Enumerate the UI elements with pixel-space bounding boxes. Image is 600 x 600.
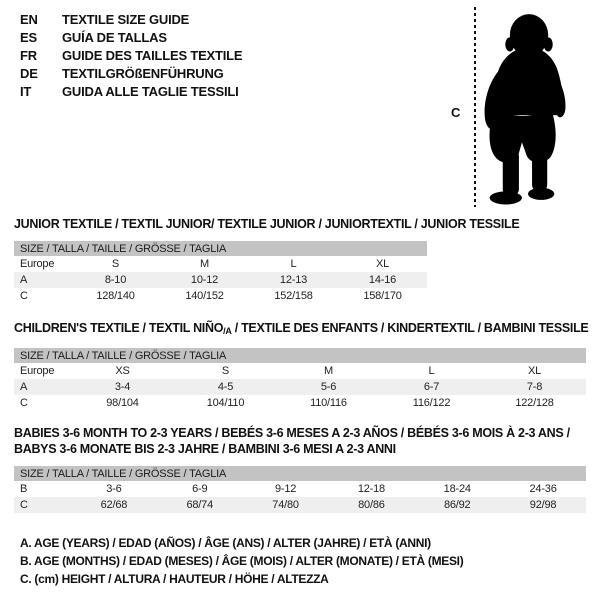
table-cell: 98/104 xyxy=(106,397,139,409)
babies-size-table xyxy=(14,466,586,513)
table-row-age xyxy=(14,272,427,288)
language-row-es xyxy=(20,29,242,47)
language-title-list xyxy=(20,11,242,101)
baby-silhouette-image xyxy=(481,5,573,207)
table-cell: M xyxy=(324,365,333,377)
language-row-it xyxy=(20,83,242,101)
row-label: Europe xyxy=(20,258,55,270)
table-cell: 110/116 xyxy=(310,397,347,409)
junior-section-title: JUNIOR TEXTILE / TEXTIL JUNIOR/ TEXTILE JUNIOR / JUNIORTEXTIL / JUNIOR TESSILE xyxy=(14,217,520,231)
table-row-age xyxy=(14,379,586,395)
legend-line-a: A. AGE (YEARS) / EDAD (AÑOS) / ÂGE (ANS) / ALTER (JAHRE) / ETÀ (ANNI) xyxy=(20,536,431,550)
language-row-en xyxy=(20,11,242,29)
language-label: TEXTILE SIZE GUIDE xyxy=(62,12,190,27)
table-cell: 62/68 xyxy=(71,497,157,513)
row-label: Europe xyxy=(20,365,55,377)
table-cell: 104/110 xyxy=(206,397,245,409)
size-header-bar: SIZE / TALLA / TAILLE / GRÖSSE / TAGLIA xyxy=(14,466,586,481)
table-cell: 128/140 xyxy=(96,290,135,302)
babies-title-line1: BABIES 3-6 MONTH TO 2-3 YEARS / BEBÉS 3-6 MESES A 2-3 AÑOS / BÉBÉS 3-6 MOIS À 2-3 ANS / xyxy=(14,426,570,440)
table-cell: 5-6 xyxy=(277,379,380,395)
language-label: GUÍA DE TALLAS xyxy=(62,30,167,45)
table-cell: 12-13 xyxy=(249,272,338,288)
table-cell: M xyxy=(200,258,209,270)
children-title-post: / TEXTILE DES ENFANTS / KINDERTEXTIL / BAMBINI TESSILE xyxy=(231,321,589,335)
table-row-europe xyxy=(14,363,586,379)
table-cell: 24-36 xyxy=(529,483,557,495)
row-label: C xyxy=(20,397,28,409)
junior-size-table xyxy=(14,241,427,304)
size-header-bar: SIZE / TALLA / TAILLE / GRÖSSE / TAGLIA xyxy=(14,348,586,363)
legend-line-b: B. AGE (MONTHS) / EDAD (MESES) / ÂGE (MOIS) / ALTER (MONATE) / ETÀ (MESI) xyxy=(20,554,464,568)
row-label: A xyxy=(14,272,71,288)
table-cell: XS xyxy=(115,365,130,377)
table-cell: 8-10 xyxy=(71,272,160,288)
language-row-de xyxy=(20,65,242,83)
table-cell: 158/170 xyxy=(363,290,402,302)
babies-title-line2: BABYS 3-6 MONATE BIS 2-3 JAHRE / BAMBINI 3-6 MESI A 2-3 ANNI xyxy=(14,442,396,456)
table-cell: 86/92 xyxy=(414,497,500,513)
language-code: FR xyxy=(20,48,37,63)
language-label: GUIDE DES TAILLES TEXTILE xyxy=(62,48,243,63)
language-label: GUIDA ALLE TAGLIE TESSILI xyxy=(62,84,239,99)
table-cell: 9-12 xyxy=(274,483,297,495)
table-cell: 18-24 xyxy=(443,483,471,495)
language-code: ES xyxy=(20,30,37,45)
table-cell: 80/86 xyxy=(328,497,414,513)
table-row-height xyxy=(14,497,586,513)
babies-section-title xyxy=(14,425,570,457)
row-label: C xyxy=(14,497,71,513)
table-row-height xyxy=(14,288,427,304)
row-label: B xyxy=(20,483,28,495)
table-cell: L xyxy=(428,365,435,377)
legend-line-c: C. (cm) HEIGHT / ALTURA / HAUTEUR / HÖHE / ALTEZZA xyxy=(20,572,329,586)
table-cell: 6-7 xyxy=(380,379,483,395)
children-title-pre: CHILDREN'S TEXTILE / TEXTIL NIÑO xyxy=(14,321,224,335)
table-cell: 122/128 xyxy=(515,397,554,409)
children-title-subscript: /A xyxy=(223,326,232,336)
table-cell: 12-18 xyxy=(357,483,385,495)
table-cell: XL xyxy=(375,258,390,270)
height-measure-dashed-line xyxy=(474,7,476,207)
table-cell: 74/80 xyxy=(243,497,329,513)
table-cell: 4-5 xyxy=(174,379,277,395)
language-row-fr xyxy=(20,47,242,65)
language-code: EN xyxy=(20,12,38,27)
size-header-row xyxy=(14,348,586,363)
row-label: C xyxy=(20,290,28,302)
children-section-title xyxy=(14,320,588,339)
table-cell: 3-6 xyxy=(106,483,122,495)
table-row-months xyxy=(14,481,586,497)
table-cell: 92/98 xyxy=(500,497,586,513)
table-cell: 6-9 xyxy=(192,483,208,495)
children-size-table xyxy=(14,348,586,411)
table-cell: 116/122 xyxy=(412,397,451,409)
height-measure-label: C xyxy=(451,105,461,120)
table-cell: 140/152 xyxy=(185,290,224,302)
size-header-row xyxy=(14,466,586,481)
table-cell: XL xyxy=(527,365,542,377)
row-label: A xyxy=(14,379,71,395)
table-cell: S xyxy=(221,365,230,377)
table-cell: 152/158 xyxy=(274,290,313,302)
language-label: TEXTILGRÖßENFÜHRUNG xyxy=(62,66,224,81)
language-code: DE xyxy=(20,66,38,81)
table-cell: 3-4 xyxy=(71,379,174,395)
legend xyxy=(20,534,463,588)
table-cell: 14-16 xyxy=(338,272,427,288)
table-cell: S xyxy=(111,258,120,270)
table-cell: 10-12 xyxy=(160,272,249,288)
table-cell: 68/74 xyxy=(157,497,243,513)
table-cell: 7-8 xyxy=(483,379,586,395)
table-row-europe xyxy=(14,256,427,272)
table-row-height xyxy=(14,395,586,411)
table-cell: L xyxy=(290,258,297,270)
size-header-bar: SIZE / TALLA / TAILLE / GRÖSSE / TAGLIA xyxy=(14,241,427,256)
size-header-row xyxy=(14,241,427,256)
language-code: IT xyxy=(20,84,32,99)
